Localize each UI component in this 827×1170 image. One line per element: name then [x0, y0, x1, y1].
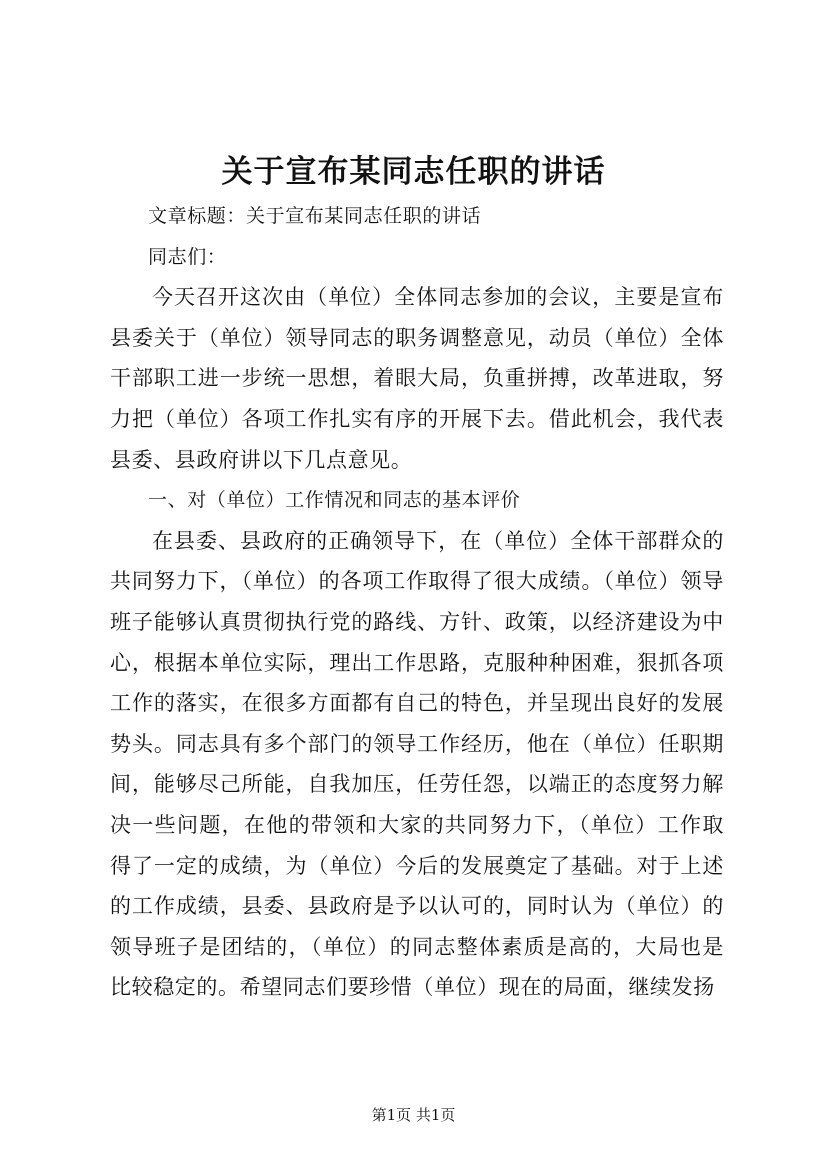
paragraph-evaluation: 在县委、县政府的正确领导下，在（单位）全体干部群众的共同努力下，（单位）的各项工作取得了很大成绩。（单位）领导班子能够认真贯彻执行党的路线、方针、政策，以经济建设为中心，根据本单位实际，理出工作思路，克服种种困难，狠抓各项工作的落实，在很多方面都有自己的特色，并呈现出良好的发展势头。同志具有多个部门的领导工作经历，他在（单位）任职期间，能够尽己所能，自我加压，任劳任怨，以端正的态度努力解决一些问题，在他的带领和大家的共同努力下，（单位）工作取得了一定的成绩，为（单位）今后的发展奠定了基础。对于上述的工作成绩，县委、县政府是予以认可的，同时认为（单位）的领导班子是团结的，（单位）的同志整体素质是高的，大局也是比较稳定的。希望同志们要珍惜（单位）现在的局面，继续发扬 — [110, 528, 724, 1000]
salutation: 同志们： — [148, 245, 227, 268]
document-title: 关于宣布某同志任职的讲话 — [221, 154, 606, 190]
document-body — [110, 196, 724, 1008]
section-heading: 一、对（单位）工作情况和同志的基本评价 — [148, 489, 521, 512]
article-title-line: 文章标题：关于宣布某同志任职的讲话 — [148, 205, 482, 227]
page-footer: 第1页 共1页 — [371, 1106, 456, 1124]
paragraph-intro: 今天召开这次由（单位）全体同志参加的会议，主要是宣布县委关于（单位）领导同志的职务调整意见，动员（单位）全体干部职工进一步统一思想，着眼大局，负重拼搏，改革进取，努力把（单位）各项工作扎实有序的开展下去。借此机会，我代表县委、县政府讲以下几点意见。 — [110, 285, 724, 472]
